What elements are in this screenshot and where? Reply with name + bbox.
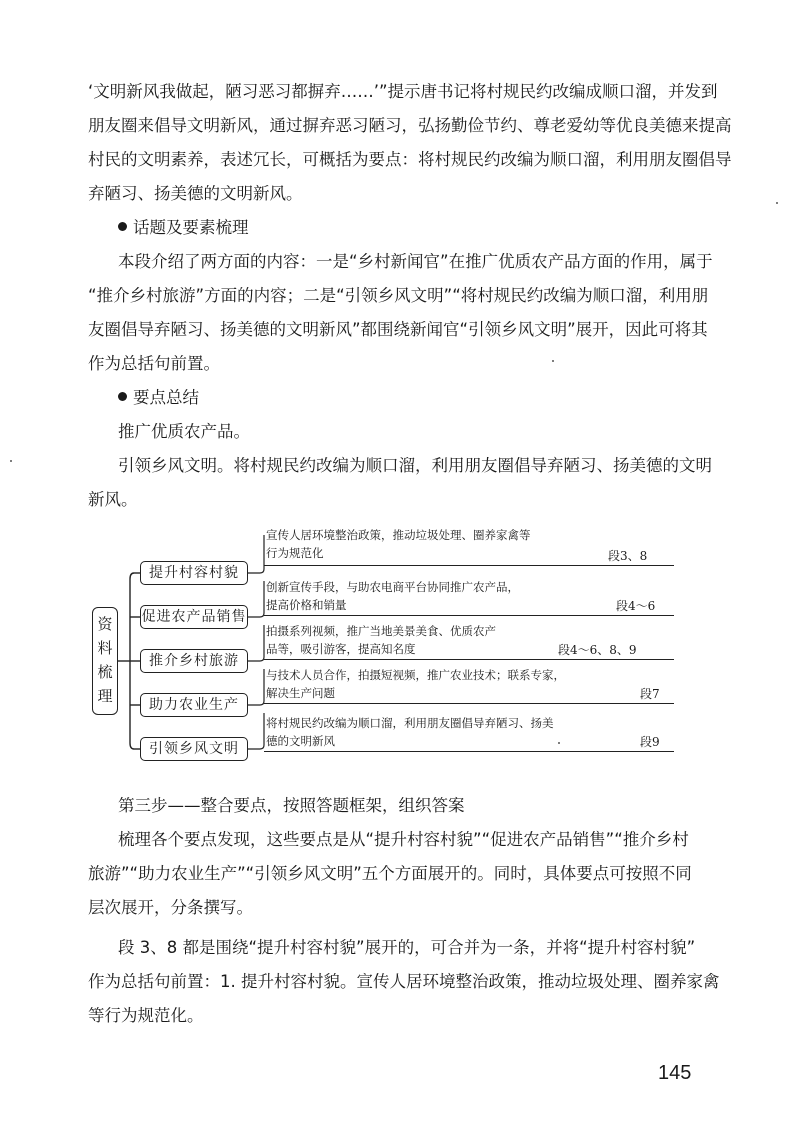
scan-speck — [776, 202, 778, 204]
diagram-root-label — [92, 607, 118, 715]
branch-desc-line: 创新宣传手段，与助农电商平台协同推广农产品， — [266, 580, 519, 594]
category-box: 提升村容村貌 — [140, 561, 248, 585]
branch-desc-line: 德的文明新风 — [266, 734, 335, 748]
root-char: 梳 — [97, 663, 113, 681]
paragraph-line: “推介乡村旅游”方面的内容；二是“引领乡风文明”“将村规民约改编为顺口溜，利用朋 — [88, 286, 709, 305]
bullet-icon — [118, 222, 127, 231]
branch-desc-line: 宣传人居环境整治政策，推动垃圾处理、圈养家禽等 — [266, 528, 531, 542]
category-box: 促进农产品销售 — [140, 605, 248, 629]
scan-speck — [552, 360, 554, 362]
branch-desc-line: 解决生产问题 — [266, 686, 335, 700]
summary-point: 推广优质农产品。 — [118, 422, 250, 441]
root-char: 理 — [97, 687, 113, 705]
underline — [264, 565, 674, 566]
scan-speck — [558, 742, 560, 744]
bullet-icon — [118, 392, 127, 401]
scan-speck — [10, 460, 12, 462]
paragraph-line: 弃陋习、扬美德的文明新风。 — [88, 184, 303, 203]
underline — [264, 615, 674, 616]
step-heading: 第三步——整合要点，按照答题框架，组织答案 — [118, 796, 465, 815]
underline — [264, 703, 674, 704]
paragraph-ref: 段9 — [640, 735, 660, 749]
category-box: 引领乡风文明 — [140, 737, 248, 761]
paragraph-line: 本段介绍了两方面的内容：一是“乡村新闻官”在推广优质农产品方面的作用，属于 — [118, 252, 713, 271]
summary-point-continued: 新风。 — [88, 490, 138, 509]
section-heading-summary: 要点总结 — [118, 386, 199, 410]
paragraph-line: 朋友圈来倡导文明新风，通过摒弃恶习陋习，弘扬勤俭节约、尊老爱幼等优良美德来提高 — [88, 116, 732, 135]
paragraph-ref: 段7 — [640, 687, 660, 701]
root-char: 料 — [97, 639, 113, 657]
paragraph-line: 等行为规范化。 — [88, 1006, 204, 1025]
paragraph-line: 作为总括句前置：1. 提升村容村貌。宣传人居环境整治政策，推动垃圾处理、圈养家禽 — [88, 972, 720, 991]
category-box: 推介乡村旅游 — [140, 649, 248, 673]
category-box: 助力农业生产 — [140, 693, 248, 717]
paragraph-line: 旅游”“助力农业生产”“引领乡风文明”五个方面展开的。同时，具体要点可按照不同 — [88, 864, 692, 883]
paragraph-line: 村民的文明素养，表述冗长，可概括为要点：将村规民约改编为顺口溜，利用朋友圈倡导 — [88, 150, 732, 169]
paragraph-line: 梳理各个要点发现，这些要点是从“提升村容村貌”“促进农产品销售”“推介乡村 — [118, 830, 689, 849]
underline — [264, 751, 674, 752]
branch-desc-line: 提高价格和销量 — [266, 598, 347, 612]
summary-point: 引领乡风文明。将村规民约改编为顺口溜，利用朋友圈倡导弃陋习、扬美德的文明 — [118, 456, 712, 475]
section-heading-topic: 话题及要素梳理 — [118, 216, 249, 240]
paragraph-line: 作为总括句前置。 — [88, 354, 220, 373]
branch-desc-line: 将村规民约改编为顺口溜，利用朋友圈倡导弃陋习、扬美 — [266, 716, 554, 730]
paragraph-line: 友圈倡导弃陋习、扬美德的文明新风”都围绕新闻官“引领乡风文明”展开，因此可将其 — [88, 320, 708, 339]
paragraph-ref: 段3、8 — [608, 549, 648, 563]
branch-desc-line: 拍摄系列视频，推广当地美景美食、优质农产 — [266, 624, 496, 638]
page-number: 145 — [658, 1062, 692, 1084]
paragraph-line: 段 3、8 都是围绕“提升村容村貌”展开的，可合并为一条，并将“提升村容村貌” — [118, 938, 696, 957]
branch-desc-line: 行为规范化 — [266, 546, 324, 560]
root-char: 资 — [97, 615, 113, 633]
paragraph-line: 层次展开，分条撰写。 — [88, 898, 253, 917]
material-diagram — [88, 525, 688, 775]
paragraph-ref: 段4～6 — [616, 599, 656, 613]
branch-desc-line: 与技术人员合作，拍摄短视频，推广农业技术；联系专家， — [266, 668, 565, 682]
paragraph-line: ‘文明新风我做起，陋习恶习都摒弃……’”提示唐书记将村规民约改编成顺口溜，并发到 — [88, 82, 718, 101]
paragraph-ref: 段4～6、8、9 — [558, 643, 637, 657]
underline — [264, 659, 674, 660]
branch-desc-line: 品等，吸引游客，提高知名度 — [266, 642, 416, 656]
